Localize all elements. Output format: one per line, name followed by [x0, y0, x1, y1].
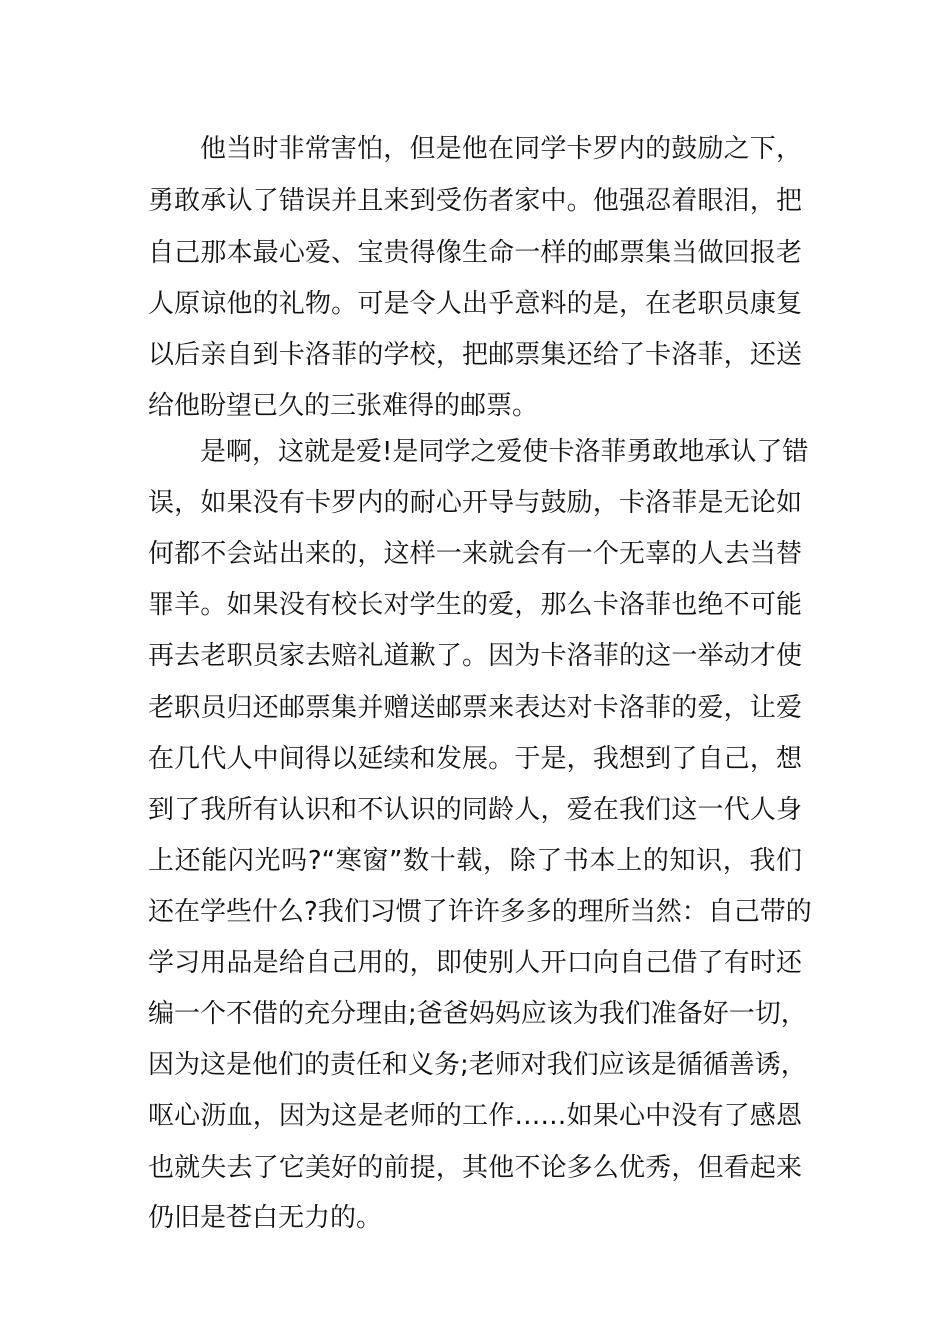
paragraph-1-line-6 [0, 380, 950, 432]
text-line: 因为这是他们的责任和义务;老师对我们应该是循循善诱， [148, 1050, 807, 1080]
text-line: 也就失去了它美好的前提，其他不论多么优秀，但看起来 [148, 1153, 802, 1183]
paragraph-2-line-12 [0, 988, 950, 1040]
paragraph-2-line-9 [0, 835, 950, 887]
text-line: 勇敢承认了错误并且来到受伤者家中。他强忍着眼泪，把 [148, 186, 802, 216]
text-line: 他当时非常害怕，但是他在同学卡罗内的鼓励之下， [200, 134, 802, 164]
paragraph-2-line-10 [0, 886, 950, 938]
paragraph-1-line-5 [0, 329, 950, 381]
paragraph-2-line-6 [0, 682, 950, 734]
text-line: 编一个不借的充分理由;爸爸妈妈应该为我们准备好一切， [148, 999, 807, 1029]
text-line: 以后亲自到卡洛菲的学校，把邮票集还给了卡洛菲，还送 [148, 340, 802, 370]
paragraph-2-line-15 [0, 1142, 950, 1194]
paragraph-2-line-8 [0, 784, 950, 836]
paragraph-1-line-2 [0, 175, 950, 227]
text-line: 人原谅他的礼物。可是令人出乎意料的是，在老职员康复 [148, 289, 802, 319]
paragraph-2-line-11 [0, 937, 950, 989]
text-line: 是啊，这就是爱!是同学之爱使卡洛菲勇敢地承认了错 [200, 437, 809, 467]
paragraph-2-line-13 [0, 1039, 950, 1091]
text-line: 到了我所有认识和不认识的同龄人，爱在我们这一代人身 [148, 795, 802, 825]
text-line: 误，如果没有卡罗内的耐心开导与鼓励，卡洛菲是无论如 [148, 488, 802, 518]
paragraph-2-line-16 [0, 1192, 950, 1244]
paragraph-2-line-14 [0, 1090, 950, 1142]
text-line: 给他盼望已久的三张难得的邮票。 [148, 391, 539, 421]
text-line: 仍旧是苍白无力的。 [148, 1203, 383, 1233]
text-line: 再去老职员家去赔礼道歉了。因为卡洛菲的这一举动才使 [148, 641, 802, 671]
text-line: 老职员归还邮票集并赠送邮票来表达对卡洛菲的爱，让爱 [148, 693, 802, 723]
paragraph-2-line-7 [0, 733, 950, 785]
paragraph-1-line-4 [0, 278, 950, 330]
paragraph-2-line-1 [0, 426, 950, 478]
text-line: 呕心沥血，因为这是老师的工作……如果心中没有了感恩 [148, 1101, 802, 1131]
paragraph-2-line-3 [0, 528, 950, 580]
paragraph-1-line-1 [0, 123, 950, 175]
text-line: 罪羊。如果没有校长对学生的爱，那么卡洛菲也绝不可能 [148, 590, 802, 620]
text-line: 在几代人中间得以延续和发展。于是，我想到了自己，想 [148, 744, 802, 774]
text-line: 学习用品是给自己用的，即使别人开口向自己借了有时还 [148, 948, 802, 978]
paragraph-2-line-2 [0, 477, 950, 529]
paragraph-2-line-5 [0, 630, 950, 682]
text-line: 上还能闪光吗?“寒窗”数十载，除了书本上的知识，我们 [148, 846, 802, 876]
paragraph-1-line-3 [0, 227, 950, 279]
text-line: 何都不会站出来的，这样一来就会有一个无辜的人去当替 [148, 539, 802, 569]
paragraph-2-line-4 [0, 579, 950, 631]
text-line: 还在学些什么?我们习惯了许许多多的理所当然：自己带的 [148, 897, 812, 927]
text-line: 自己那本最心爱、宝贵得像生命一样的邮票集当做回报老 [148, 238, 802, 268]
